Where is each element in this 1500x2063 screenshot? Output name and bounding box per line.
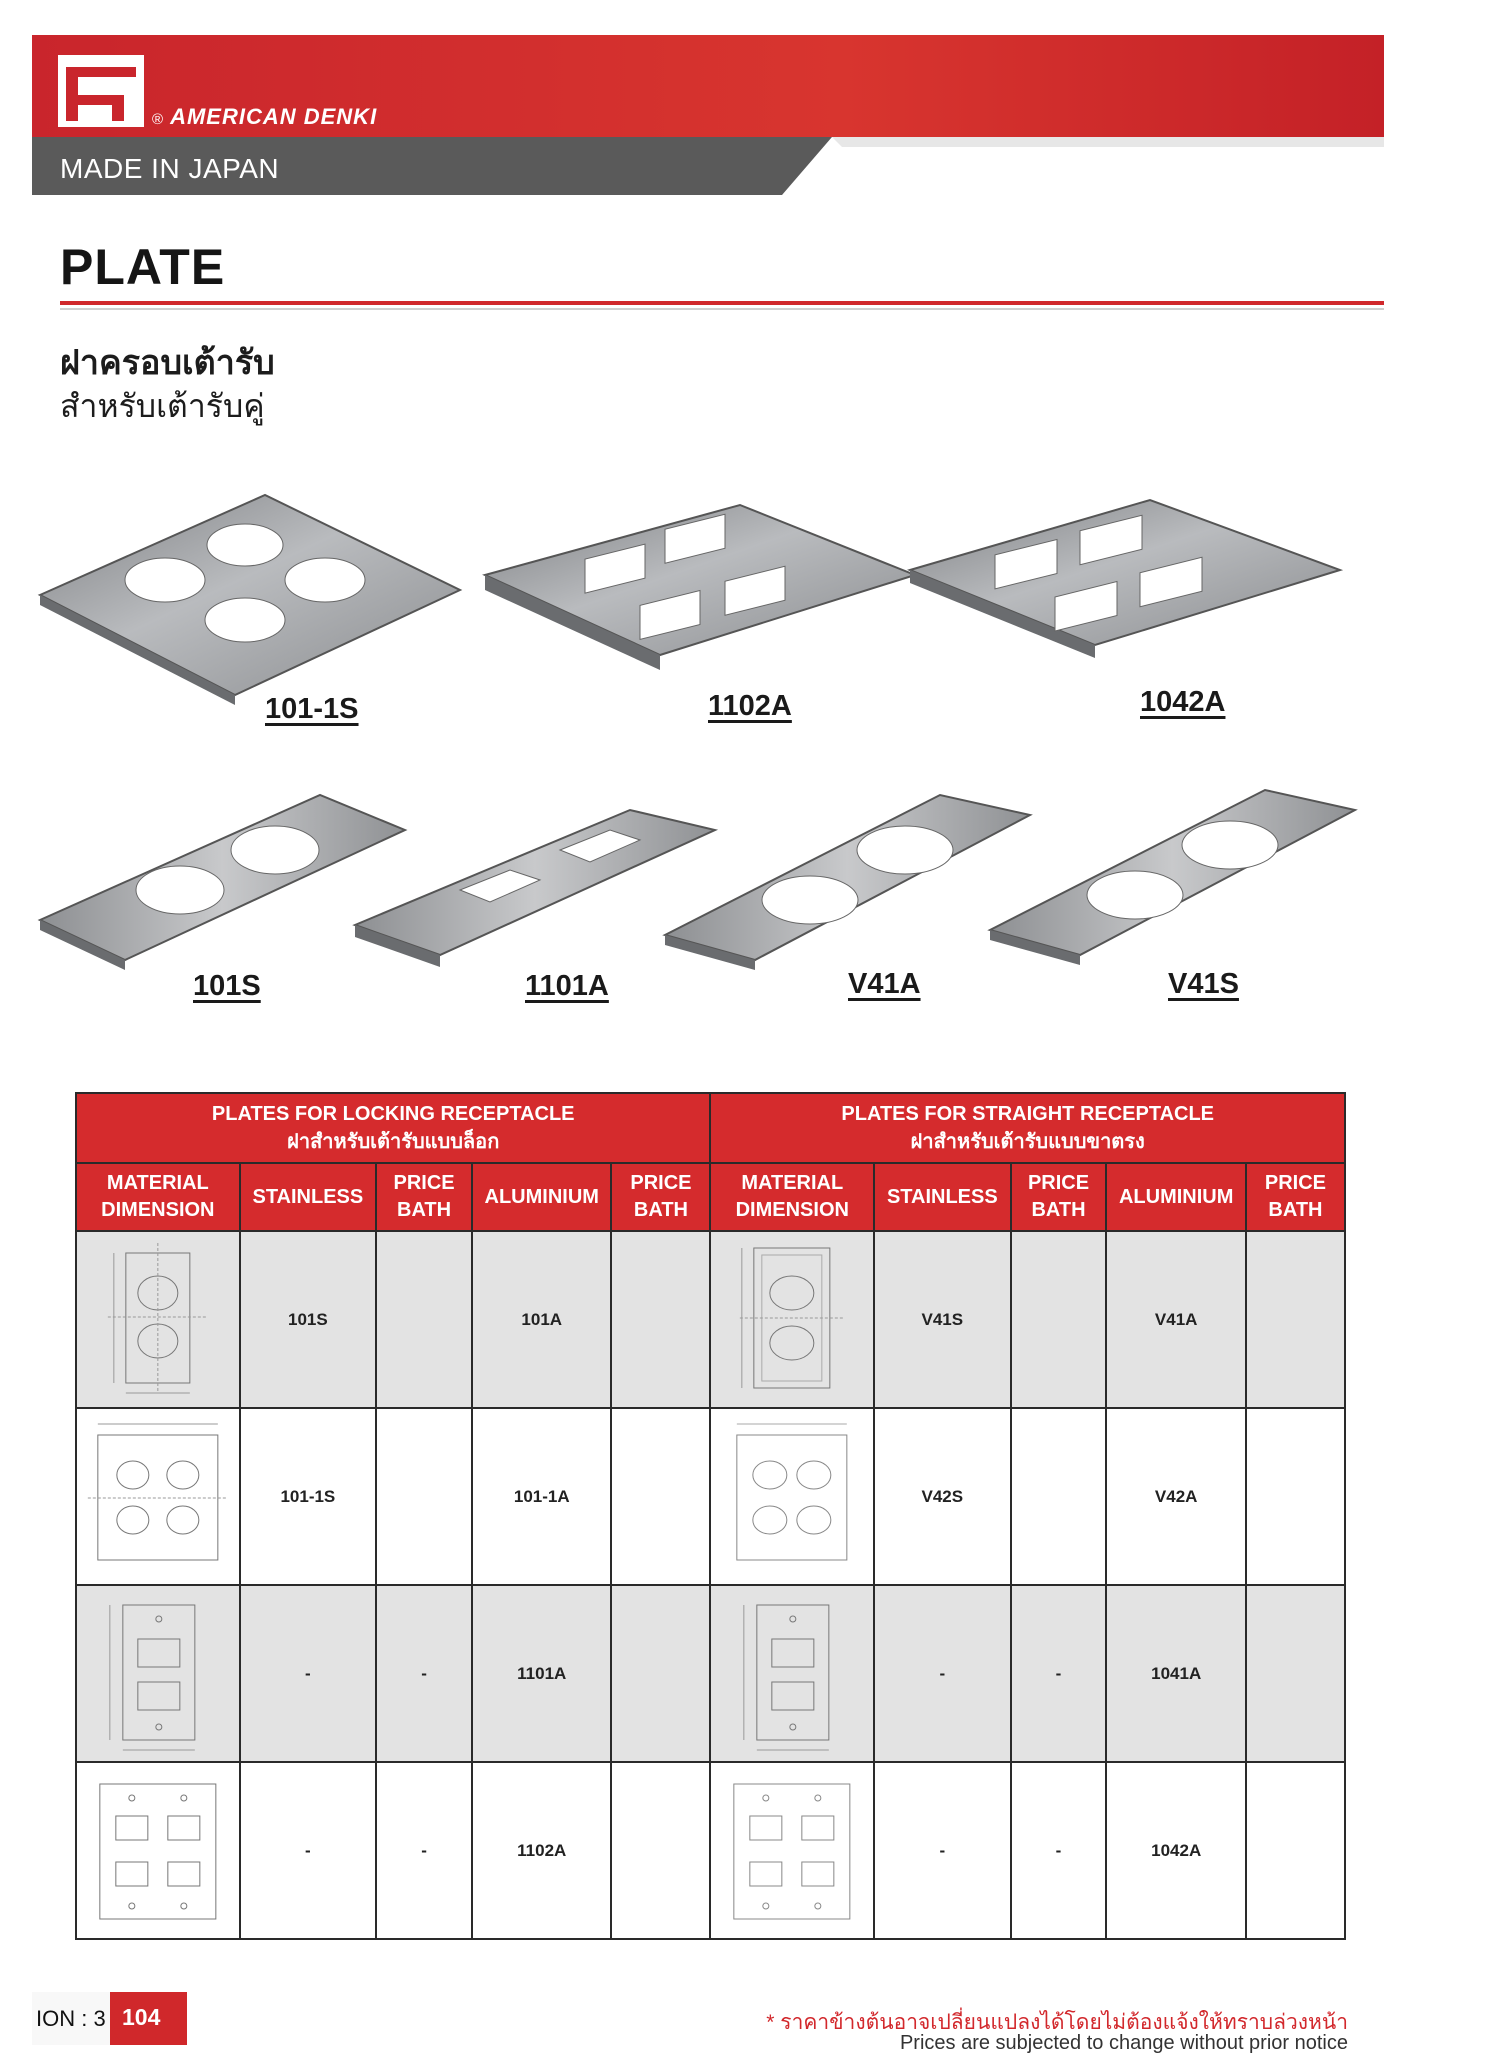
- col-price-stainless: PRICE BATH: [376, 1163, 472, 1231]
- product-photos: [0, 480, 1500, 1020]
- cell-locking-price-aluminium: [611, 1408, 710, 1585]
- product-label-1042a: 1042A: [1140, 686, 1226, 718]
- cell-straight-aluminium: 1041A: [1106, 1585, 1245, 1762]
- col-material-dimension-straight: MATERIAL DIMENSION: [710, 1163, 874, 1231]
- cell-straight-price-stainless: -: [1011, 1762, 1107, 1939]
- page-title: PLATE: [60, 239, 226, 295]
- col-aluminium-straight: ALUMINIUM: [1106, 1163, 1245, 1231]
- straight-group-title-th: ฝาสำหรับเต้ารับแบบขาตรง: [910, 1131, 1145, 1153]
- table-row: [76, 1585, 1345, 1762]
- plate-photo-1102a: [485, 505, 915, 670]
- dimension-drawing-1041a: [710, 1585, 874, 1762]
- cell-straight-stainless: -: [874, 1585, 1010, 1762]
- product-label-101-1s: 101-1S: [265, 693, 359, 725]
- cell-straight-stainless: V41S: [874, 1231, 1010, 1408]
- plate-photo-v41a: [665, 795, 1030, 970]
- title-divider: [60, 301, 1384, 305]
- cell-straight-aluminium: V41A: [1106, 1231, 1245, 1408]
- cell-straight-price-stainless: [1011, 1231, 1107, 1408]
- col-aluminium: ALUMINIUM: [472, 1163, 611, 1231]
- dimension-drawing-1042a: [710, 1762, 874, 1939]
- product-label-v41a: V41A: [848, 968, 921, 1000]
- cell-locking-stainless: -: [240, 1585, 376, 1762]
- col-stainless-straight: STAINLESS: [874, 1163, 1010, 1231]
- product-label-1101a: 1101A: [525, 970, 609, 1002]
- cell-locking-price-aluminium: [611, 1231, 710, 1408]
- plate-photo-1101a: [355, 810, 715, 967]
- plate-photo-101s: [40, 795, 405, 970]
- cell-locking-stainless: 101S: [240, 1231, 376, 1408]
- dimension-drawing-101-1s: [76, 1408, 240, 1585]
- col-price-aluminium: PRICE BATH: [611, 1163, 710, 1231]
- cell-straight-aluminium: V42A: [1106, 1408, 1245, 1585]
- page-number: 104: [122, 2004, 161, 2030]
- dimension-drawing-v41s: [710, 1231, 874, 1408]
- col-stainless: STAINLESS: [240, 1163, 376, 1231]
- plate-photo-1042a: [910, 500, 1340, 658]
- plate-photo-101-1s: [40, 495, 460, 705]
- table-row: [76, 1408, 1345, 1585]
- col-price-stainless-straight: PRICE BATH: [1011, 1163, 1107, 1231]
- dimension-drawing-v42s: [710, 1408, 874, 1585]
- cell-locking-aluminium: 101A: [472, 1231, 611, 1408]
- brand-name: ® AMERICAN DENKI: [152, 104, 378, 129]
- section-label: ION : 3: [36, 2006, 106, 2031]
- dimension-drawing-101s: [76, 1231, 240, 1408]
- cell-straight-price-aluminium: [1246, 1585, 1345, 1762]
- cell-straight-aluminium: 1042A: [1106, 1762, 1245, 1939]
- price-note-english: Prices are subjected to change without prior notice: [899, 2032, 1348, 2054]
- cell-straight-price-aluminium: [1246, 1231, 1345, 1408]
- cell-locking-price-aluminium: [611, 1762, 710, 1939]
- subtitle-thai-main: ฝาครอบเต้ารับ: [60, 344, 275, 382]
- cell-straight-price-aluminium: [1246, 1762, 1345, 1939]
- table-row: [76, 1762, 1345, 1939]
- locking-group-title-en: PLATES FOR LOCKING RECEPTACLE: [211, 1103, 575, 1125]
- cell-straight-stainless: V42S: [874, 1408, 1010, 1585]
- table-row: [76, 1231, 1345, 1408]
- cell-straight-price-stainless: -: [1011, 1585, 1107, 1762]
- plate-spec-table: [75, 1092, 1346, 1940]
- cell-locking-aluminium: 1102A: [472, 1762, 611, 1939]
- straight-group-title-en: PLATES FOR STRAIGHT RECEPTACLE: [841, 1103, 1215, 1125]
- cell-locking-price-aluminium: [611, 1585, 710, 1762]
- dimension-drawing-1101a: [76, 1585, 240, 1762]
- locking-group-header: [76, 1093, 710, 1163]
- header-banner: [32, 35, 1384, 195]
- col-price-aluminium-straight: PRICE BATH: [1246, 1163, 1345, 1231]
- cell-locking-price-stainless: -: [376, 1585, 472, 1762]
- cell-straight-price-stainless: [1011, 1408, 1107, 1585]
- cell-locking-aluminium: 1101A: [472, 1585, 611, 1762]
- subtitle-thai-sub: สำหรับเต้ารับคู่: [60, 388, 265, 424]
- title-divider-grey: [60, 308, 1384, 310]
- col-material-dimension: MATERIAL DIMENSION: [76, 1163, 240, 1231]
- made-in-japan-text: MADE IN JAPAN: [60, 153, 280, 184]
- cell-locking-price-stainless: [376, 1231, 472, 1408]
- american-denki-logo: [58, 55, 144, 127]
- cell-locking-price-stainless: -: [376, 1762, 472, 1939]
- cell-locking-price-stainless: [376, 1408, 472, 1585]
- locking-group-title-th: ฝาสำหรับเต้ารับแบบล็อก: [287, 1131, 500, 1153]
- cell-straight-stainless: -: [874, 1762, 1010, 1939]
- cell-locking-aluminium: 101-1A: [472, 1408, 611, 1585]
- product-label-v41s: V41S: [1168, 968, 1239, 1000]
- straight-group-header: [710, 1093, 1345, 1163]
- cell-locking-stainless: -: [240, 1762, 376, 1939]
- plate-photo-v41s: [990, 790, 1355, 965]
- product-label-1102a: 1102A: [708, 690, 792, 722]
- price-note-thai: * ราคาข้างต้นอาจเปลี่ยนแปลงได้โดยไม่ต้องแจ้งให้ทราบล่วงหน้า: [766, 2011, 1348, 2034]
- dimension-drawing-1102a: [76, 1762, 240, 1939]
- cell-locking-stainless: 101-1S: [240, 1408, 376, 1585]
- cell-straight-price-aluminium: [1246, 1408, 1345, 1585]
- product-label-101s: 101S: [193, 970, 261, 1002]
